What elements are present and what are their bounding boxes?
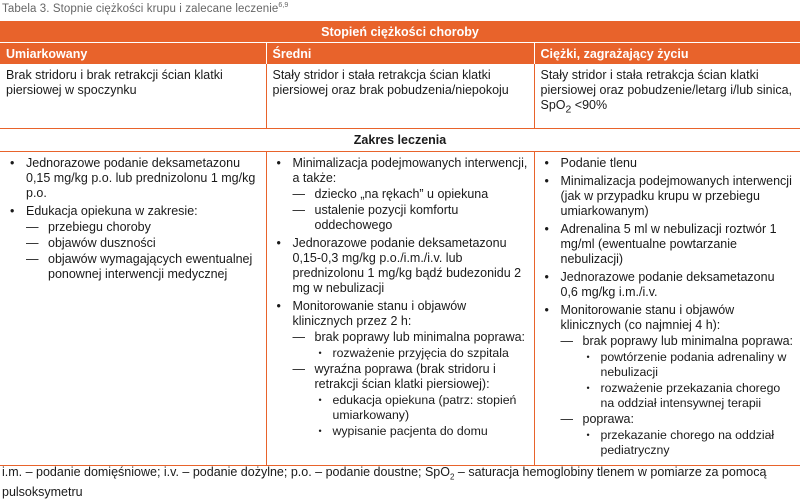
list-item [271,299,528,439]
description-moderate: Stały stridor i stała retrakcja ścian klatki piersiowej oraz brak pobudzenia/niepokoju [266,64,534,128]
description-mild: Brak stridoru i brak retrakcji ścian klatki piersiowej w spoczynku [0,64,266,128]
nested-list [583,428,795,458]
severity-header-row [0,21,800,43]
sub-list-item: — objawów wymagających ewentualnej ponownej interwencji medycznej [26,252,260,282]
treatment-list [271,156,528,439]
nested-list [583,350,795,411]
sub-list [293,187,528,233]
list-item-label: Monitorowanie stanu i objawów klinicznych przez 2 h: [292,298,467,328]
nested-list-item: • edukacja opiekuna (patrz: stopień umiarkowany) [315,393,528,423]
treatment-header-row [0,128,800,151]
sub-list [293,330,528,439]
description-row [0,64,800,128]
column-header-severe: Ciężki, zagrażający życiu [534,43,800,65]
list-item: • Adrenalina 5 ml w nebulizacji roztwór 1 mg/ml (ewentualne powtarzanie nebulizacji) [539,222,795,267]
description-severe-threshold: <90% [571,98,608,112]
treatment-row [0,151,800,465]
treatment-moderate [266,151,534,465]
sub-list-item: — objawów duszności [26,236,260,251]
column-header-moderate: Średni [266,43,534,65]
sub-list-item: — ustalenie pozycji komfortu oddechowego [293,203,528,233]
sub-list-item: — dziecko „na rękach” u opiekuna [293,187,528,202]
nested-list-item: • powtórzenie podania adrenaliny w nebulizacji [583,350,795,380]
treatment-header: Zakres leczenia [0,128,800,151]
nested-list-item: • rozważenie przyjęcia do szpitala [315,346,528,361]
list-item-label: Edukacja opiekuna w zakresie: [26,203,198,218]
nested-list [315,393,528,439]
caption-text: Tabela 3. Stopnie ciężkości krupu i zalecane leczenie [2,3,279,15]
list-item: • Minimalizacja podejmowanych interwencji (jak w przypadku krupu w przebiegu umiarkowanym) [539,174,795,219]
list-item [4,204,260,282]
description-severe [534,64,800,128]
footnote-text-end: – saturacja hemoglobiny tlenem w pomiarze za pomocą pulsoksymetru [2,465,767,499]
description-severe-text: Stały stridor i stała retrakcja ścian klatki piersiowej oraz pobudzenie/letarg i/lub sinica, SpO [540,68,793,112]
nested-list-item: • wypisanie pacjenta do domu [315,424,528,439]
sub-list-item-label: poprawa: [582,411,634,426]
list-item: • Jednorazowe podanie deksametazonu 0,6 mg/kg i.m./i.v. [539,270,795,300]
list-item-label: Minimalizacja podejmowanych interwencji, a także: [292,155,528,185]
abbreviations-footnote [2,465,800,500]
sub-list-item-label: brak poprawy lub minimalna poprawa: [582,333,794,348]
sub-list-item [561,412,795,458]
column-header-mild: Umiarkowany [0,43,266,65]
severity-header: Stopień ciężkości choroby [0,21,800,43]
list-item: • Jednorazowe podanie deksametazonu 0,15 mg/kg p.o. lub prednizolonu 1 mg/kg p.o. [4,156,260,201]
sub-list-item-label: wyraźna poprawa (brak stridoru i retrakcji ścian klatki piersiowej): [314,361,496,391]
list-item: • Jednorazowe podanie deksametazonu 0,15-0,3 mg/kg p.o./i.m./i.v. lub prednizolonu 1 mg/kg bądź budezonidu 2 mg w nebulizacji [271,236,528,296]
sub-list [26,220,260,282]
sub-list [561,334,795,458]
column-header-row [0,43,800,65]
list-item-label: Monitorowanie stanu i objawów klinicznych (co najmniej 4 h): [560,302,735,332]
treatment-severe [534,151,800,465]
sub-list-item: — przebiegu choroby [26,220,260,235]
table-caption [2,2,288,15]
treatment-mild [0,151,266,465]
sub-list-item-label: brak poprawy lub minimalna poprawa: [314,329,526,344]
spo2-subscript: 2 [449,472,455,482]
sub-list-item [293,362,528,439]
treatment-list [4,156,260,282]
list-item [539,303,795,458]
sub-list-item [561,334,795,411]
list-item [271,156,528,233]
nested-list-item: • przekazanie chorego na oddział pediatryczny [583,428,795,458]
nested-list-item: • rozważenie przekazania chorego na oddział intensywnej terapii [583,381,795,411]
sub-list-item [293,330,528,361]
spo2-subscript: 2 [565,104,572,116]
severity-table [0,21,800,466]
footnote-text: i.m. – podanie domięśniowe; i.v. – podanie dożylne; p.o. – podanie doustne; SpO [2,465,450,479]
list-item: • Podanie tlenu [539,156,795,171]
caption-reference: 6,9 [278,2,289,9]
treatment-list [539,156,795,458]
nested-list [315,346,528,361]
